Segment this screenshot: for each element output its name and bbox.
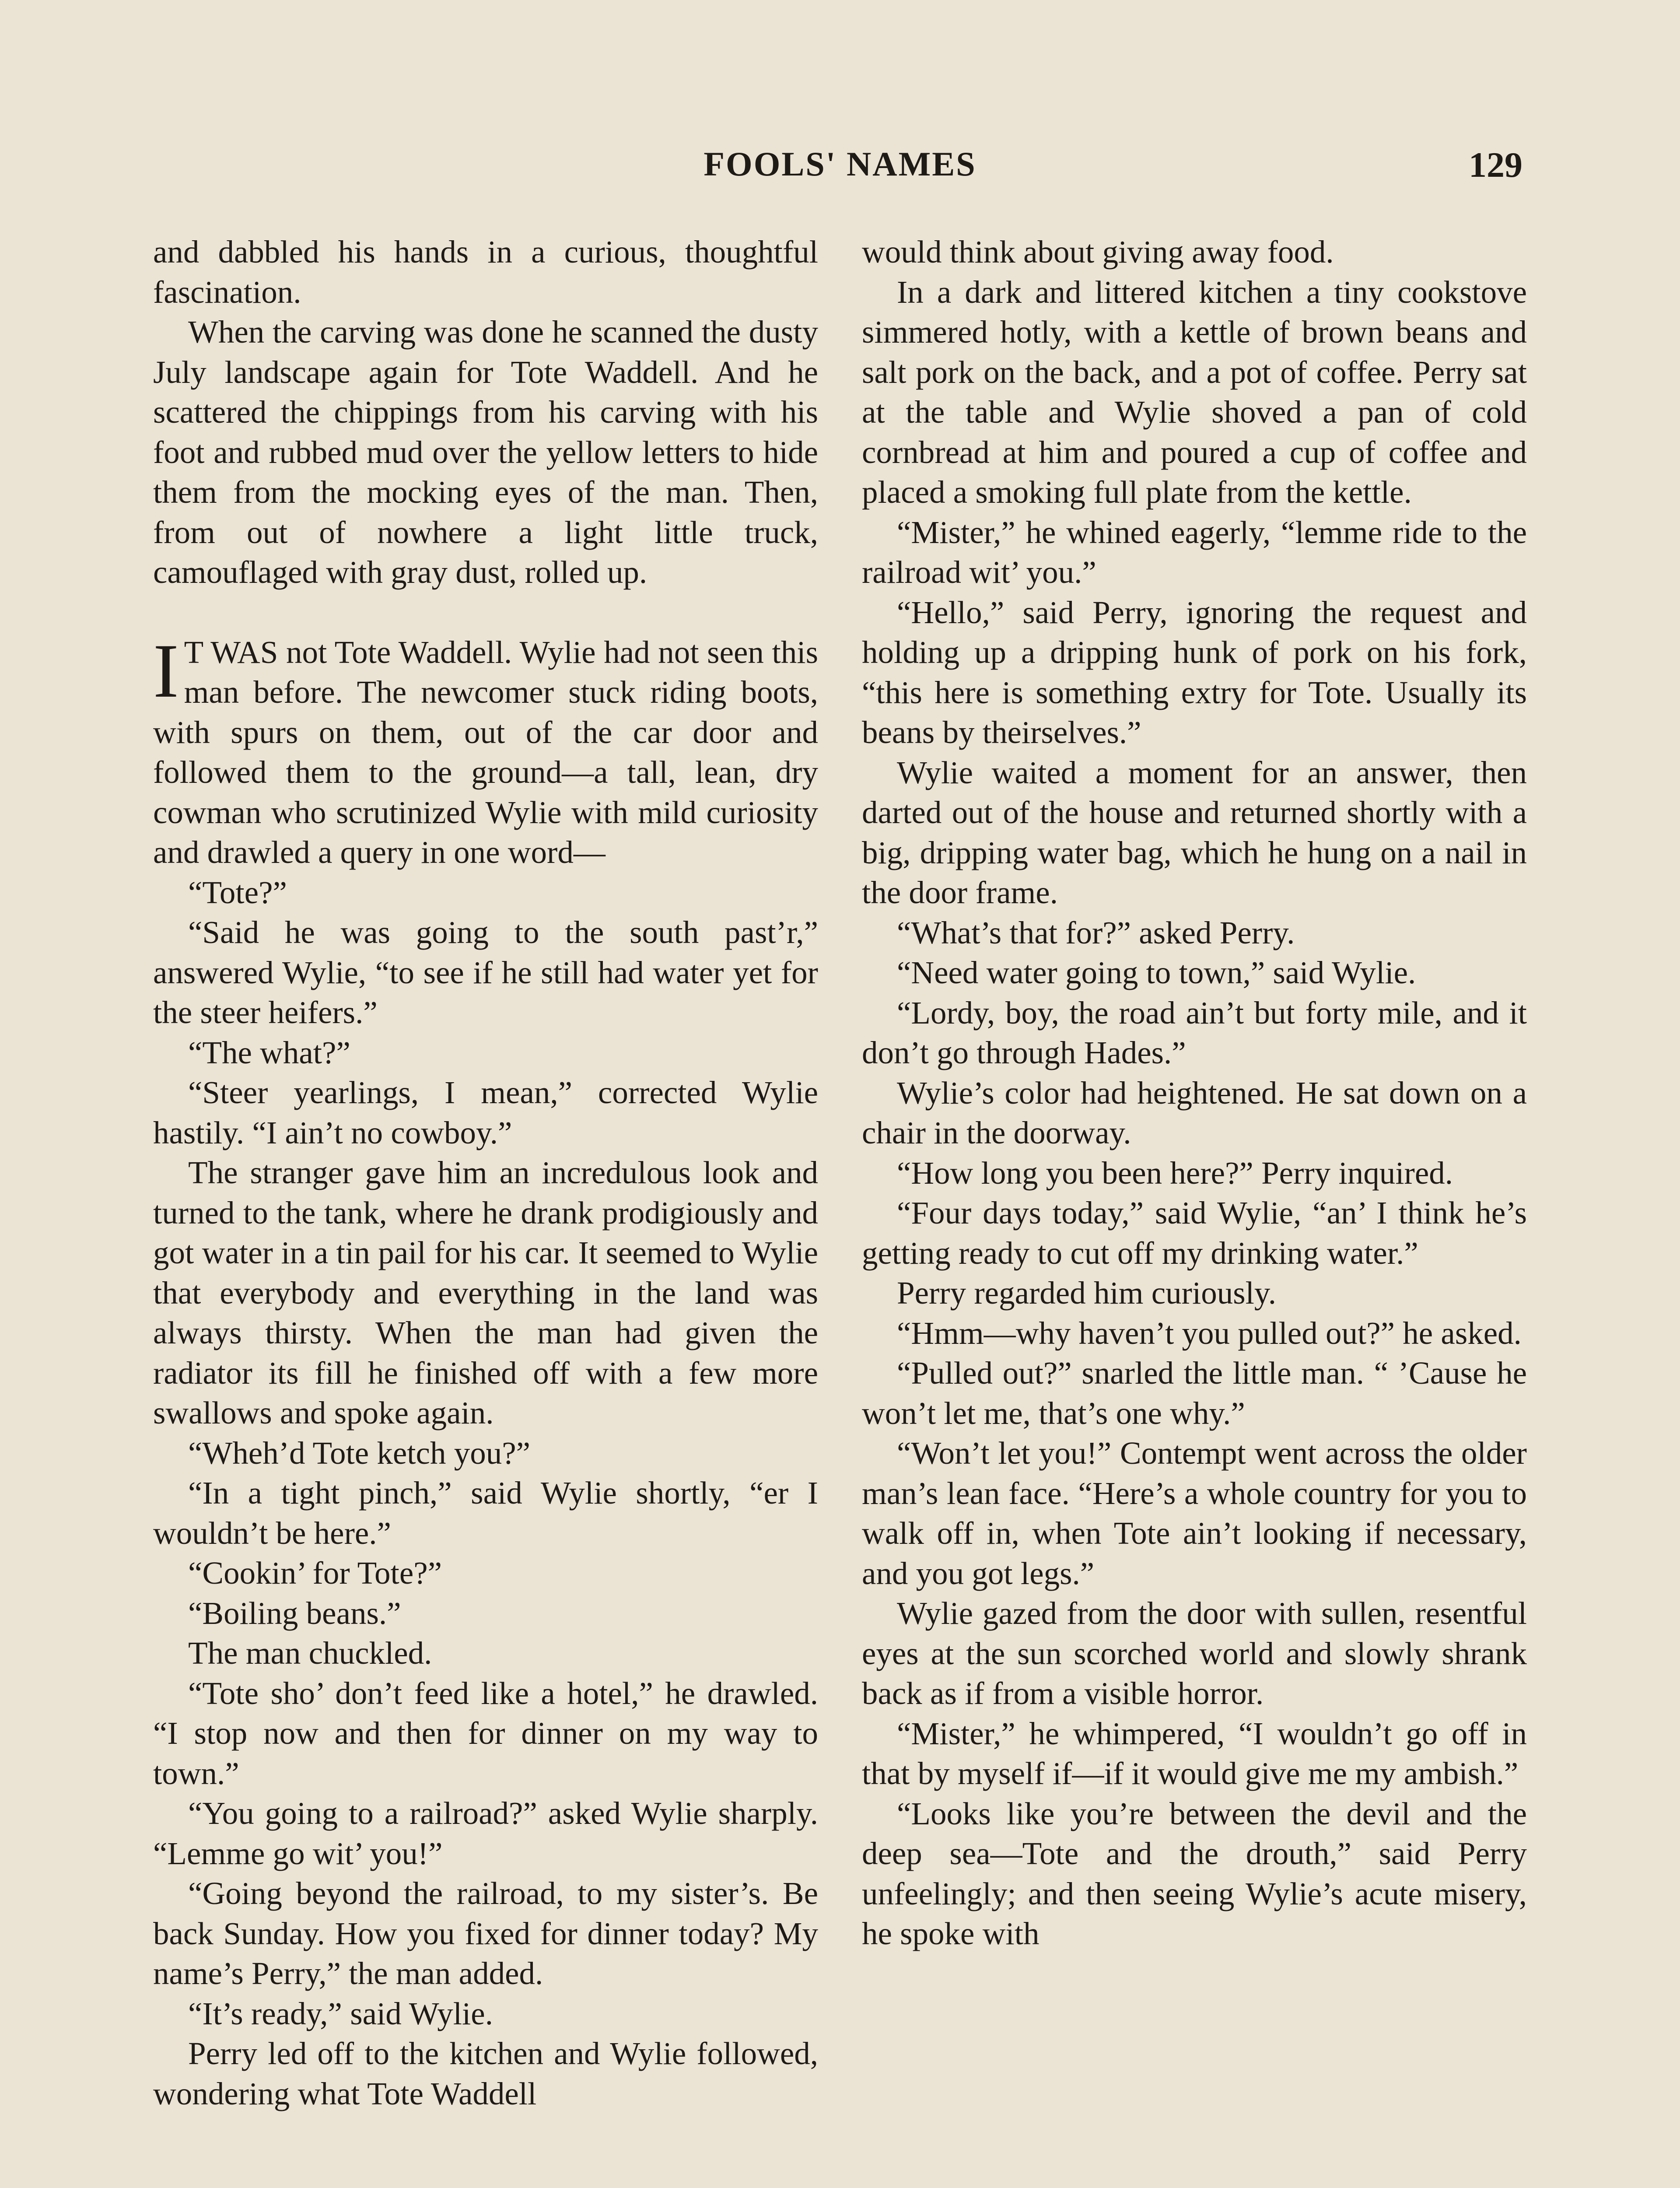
section-opening-paragraph <box>153 628 818 873</box>
paragraph: “The what?” <box>188 1034 350 1070</box>
paragraph: “Boiling beans.” <box>188 1595 401 1631</box>
paragraph: Perry led off to the kitchen and Wylie followed, wondering what Tote Waddell <box>153 2036 818 2111</box>
paragraph: “How long you been here?” Perry inquired. <box>897 1155 1453 1191</box>
paragraph: “Said he was going to the south past’r,” answered Wylie, “to see if he still had water yet for the steer heifers.” <box>153 915 818 1030</box>
paragraph: Wylie waited a moment for an answer, then darted out of the house and returned shortly with a big, dripping water bag, which he hung on a nail in the door frame. <box>862 754 1527 910</box>
paragraph: “Cookin’ for Tote?” <box>188 1555 442 1591</box>
paragraph: “Going beyond the railroad, to my sister’s. Be back Sunday. How you fixed for dinner today? My name’s Perry,” the man added. <box>153 1876 818 1991</box>
drop-cap: I <box>153 628 179 714</box>
chapter-title: FOOLS' NAMES <box>704 145 976 183</box>
paragraph: would think about giving away food. <box>862 234 1334 270</box>
paragraph: “Pulled out?” snarled the little man. “ ’Cause he won’t let me, that’s one why.” <box>862 1355 1527 1431</box>
paragraph: “Hello,” said Perry, ignoring the request and holding up a dripping hunk of pork on his fork, “this here is something extry for Tote. Usually its beans by theirselves.” <box>862 594 1527 750</box>
paragraph: “You going to a railroad?” asked Wylie sharply. “Lemme go wit’ you!” <box>153 1795 818 1871</box>
paragraph: Wylie’s color had heightened. He sat down on a chair in the doorway. <box>862 1075 1527 1150</box>
paragraph: “Hmm—why haven’t you pulled out?” he asked. <box>897 1315 1522 1351</box>
paragraph: The man chuckled. <box>188 1635 432 1671</box>
paragraph: “Mister,” he whimpered, “I wouldn’t go off in that by myself if—if it would give me my ambish.” <box>862 1715 1527 1791</box>
section-break <box>153 593 818 632</box>
paragraph: “It’s ready,” said Wylie. <box>188 1995 493 2031</box>
paragraph: “Need water going to town,” said Wylie. <box>897 955 1416 990</box>
paragraph: “Steer yearlings, I mean,” corrected Wylie hastily. “I ain’t no cowboy.” <box>153 1075 818 1150</box>
page-number: 129 <box>1469 145 1522 185</box>
paragraph: “Looks like you’re between the devil and the deep sea—Tote and the drouth,” said Perry unfeelingly; and then seeing Wylie’s acute misery, he spoke with <box>862 1795 1527 1951</box>
paragraph: Perry regarded him curiously. <box>897 1275 1276 1311</box>
paragraph: “Four days today,” said Wylie, “an’ I think he’s getting ready to cut off my drinking water.” <box>862 1195 1527 1271</box>
paragraph: In a dark and littered kitchen a tiny cookstove simmered hotly, with a kettle of brown beans and salt pork on the back, and a pot of coffee. Perry sat at the table and Wylie shoved a pan of cold cornbread at him and poured a cup of coffee and placed a smoking full plate from the kettle. <box>862 274 1527 510</box>
paragraph: “Wheh’d Tote ketch you?” <box>188 1435 531 1471</box>
paragraph: and dabbled his hands in a curious, thoughtful fascination. <box>153 234 818 310</box>
paragraph: “Won’t let you!” Contempt went across the older man’s lean face. “Here’s a whole country for you to walk off in, when Tote ain’t looking if necessary, and you got legs.” <box>862 1435 1527 1591</box>
paragraph: The stranger gave him an incredulous look and turned to the tank, where he drank prodigiously and got water in a tin pail for his car. It seemed to Wylie that everybody and everything in the land was always thirsty. When the man had given the radiator its fill he finished off with a few more swallows and spoke again. <box>153 1155 818 1431</box>
paragraph: “In a tight pinch,” said Wylie shortly, “er I wouldn’t be here.” <box>153 1475 818 1551</box>
paragraph: Wylie gazed from the door with sullen, resentful eyes at the sun scorched world and slowly shrank back as if from a visible horror. <box>862 1595 1527 1711</box>
paragraph: “Tote sho’ don’t feed like a hotel,” he drawled. “I stop now and then for dinner on my way to town.” <box>153 1675 818 1791</box>
paragraph: “Tote?” <box>188 874 287 910</box>
running-head <box>0 144 1680 197</box>
left-column <box>153 232 818 2114</box>
paragraph-text: T WAS not Tote Waddell. Wylie had not seen this man before. The newcomer stuck riding boots, with spurs on them, out of the car door and followed them to the ground—a tall, lean, dry cowman who scrutinized Wylie with mild curiosity and drawled a query in one word— <box>153 634 818 870</box>
paragraph: “Mister,” he whined eagerly, “lemme ride to the railroad wit’ you.” <box>862 514 1527 590</box>
paragraph: “What’s that for?” asked Perry. <box>897 915 1295 950</box>
paragraph: “Lordy, boy, the road ain’t but forty mile, and it don’t go through Hades.” <box>862 995 1527 1070</box>
right-column <box>862 232 1527 1954</box>
paragraph: When the carving was done he scanned the dusty July landscape again for Tote Waddell. And he scattered the chippings from his carving with his foot and rubbed mud over the yellow letters to hide them from the mocking eyes of the man. Then, from out of nowhere a light little truck, camouflaged with gray dust, rolled up. <box>153 314 818 590</box>
